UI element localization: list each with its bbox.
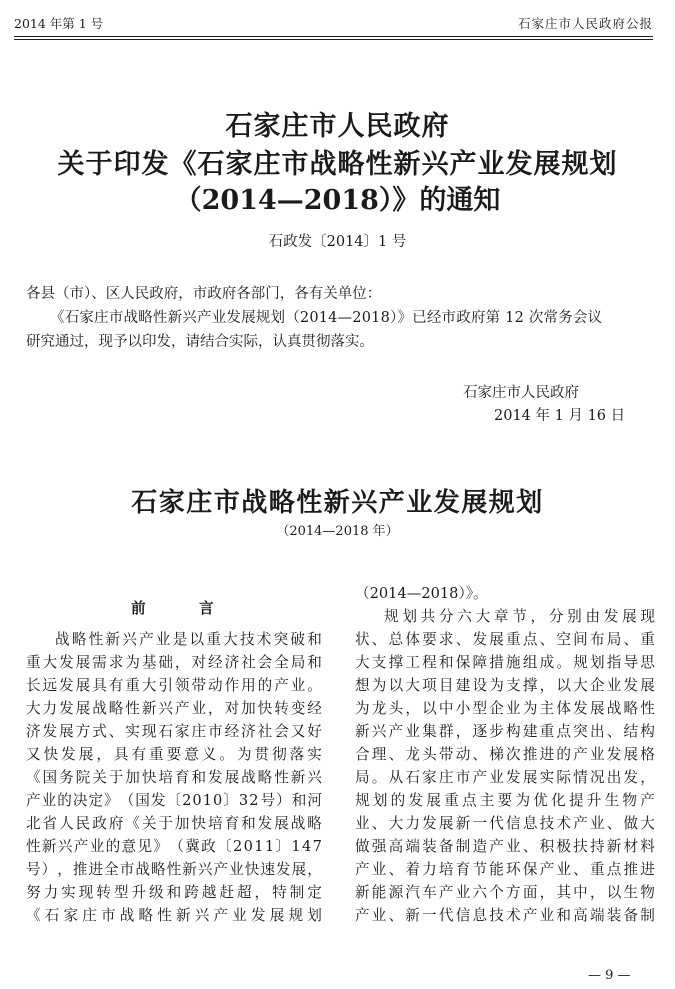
text-line: 产 业 、 着 力 培 育 节 能 环 保 产 业 、 重 点 推 进 [355,861,655,878]
text-line: 长 远 发 展 具 有 重 大 引 领 带 动 作 用 的 产 业 。 [26,677,322,694]
text-line: 大 支 撑 工 程 和 保 障 措 施 组 成 。 规 划 指 导 思 [355,654,655,671]
document-number: 石政发〔2014〕1 号 [268,234,407,250]
text-line: 《 国 务 院 关 于 加 快 培 育 和 发 展 战 略 性 新 兴 [26,769,322,786]
notice-body-line2: 研究通过，现予以印发，请结合实际，认真贯彻落实。 [26,334,374,350]
text-line: 做 强 高 端 装 备 制 造 产 业 、 积 极 扶 持 新 材 料 [355,838,655,855]
text-line: （2014—2018）》。 [355,585,488,602]
text-line: 状 、 总 体 要 求 、 发 展 重 点 、 空 间 布 局 、 重 [355,631,655,648]
notice-title-line2: 关于印发《石家庄市战略性新兴产业发展规划 [57,149,618,180]
header-rule [14,36,653,37]
text-line: 规 划 的 发 展 重 点 主 要 为 优 化 提 升 生 物 产 [355,792,655,809]
issue-label: 2014 年第 1 号 [14,16,104,31]
text-line: 新 兴 产 业 集 群 ， 逐 步 构 建 重 点 突 出 、 结 构 [355,723,655,740]
notice-body-line1: 《石家庄市战略性新兴产业发展规划（2014—2018）》已经市政府第 12 次常务会议 [50,310,603,326]
text-line: 战 略 性 新 兴 产 业 是 以 重 大 技 术 突 破 和 [55,631,322,648]
signature: 石家庄市人民政府 [463,385,579,401]
running-header [0,0,675,40]
text-line: 产 业 、 新 一 代 信 息 技 术 产 业 和 高 端 装 备 制 [355,907,655,924]
text-line: 合 理 、 龙 头 带 动 、 梯 次 推 进 的 产 业 发 展 格 [355,746,655,763]
text-line: 想 为 以 大 项 目 建 设 为 支 撑 ， 以 大 企 业 发 展 [355,677,655,694]
text-line: 产 业 的 决 定 》 （ 国 发 〔 2 0 1 0 〕 3 2 号 ） 和 河 [26,792,322,809]
publication-name: 石家庄市人民政府公报 [517,16,653,31]
text-line: 规 划 共 分 六 大 章 节 ， 分 别 由 发 展 现 [384,608,655,625]
section-heading-char: 前 [131,600,146,617]
plan-title: 石家庄市战略性新兴产业发展规划 [131,488,544,518]
text-line: 性 新 兴 产 业 的 意 见 》 （ 冀 政 〔 2 0 1 1 〕 1 4 7 [26,838,322,855]
text-line: 《 石 家 庄 市 战 略 性 新 兴 产 业 发 展 规 划 [26,907,322,924]
right-column [355,582,655,927]
text-line: 业 、 大 力 发 展 新 一 代 信 息 技 术 产 业 、 做 大 [355,815,655,832]
addressee: 各县（市）、区人民政府，市政府各部门，各有关单位： [26,286,382,302]
text-line: 又 快 发 展 ， 具 有 重 要 意 义 。 为 贯 彻 落 实 [26,746,322,763]
text-line: 努 力 实 现 转 型 升 级 和 跨 越 赶 超 ， 特 制 定 [26,884,322,901]
issue-date: 2014 年 1 月 16 日 [494,408,626,424]
header-rule-thin [14,39,653,40]
left-column [26,628,322,927]
notice-title-line1: 石家庄市人民政府 [225,111,450,142]
page-number: — 9 — [588,968,631,983]
section-heading-char: 言 [199,600,214,617]
text-line: 大 力 发 展 战 略 性 新 兴 产 业 ， 对 加 快 转 变 经 [26,700,322,717]
text-line: 重 大 发 展 需 求 为 基 础 ， 对 经 济 社 会 全 局 和 [26,654,322,671]
text-line: 新 能 源 汽 车 产 业 六 个 方 面 ， 其 中 ， 以 生 物 [355,884,655,901]
plan-subtitle: （2014—2018 年） [276,524,399,539]
text-line: 济 发 展 方 式 、 实 现 石 家 庄 市 经 济 社 会 又 好 [26,723,322,740]
text-line: 为 龙 头 ， 以 中 小 型 企 业 为 主 体 发 展 战 略 性 [355,700,655,717]
notice-title-line3: （2014—2018）》的通知 [174,185,501,216]
text-line: 局 。 从 石 家 庄 市 产 业 发 展 实 际 情 况 出 发 ， [355,769,655,786]
text-line: 号 ） ， 推 进 全 市 战 略 性 新 兴 产 业 快 速 发 展 ， [26,861,322,878]
text-line: 北 省 人 民 政 府 《 关 于 加 快 培 育 和 发 展 战 略 [26,815,322,832]
